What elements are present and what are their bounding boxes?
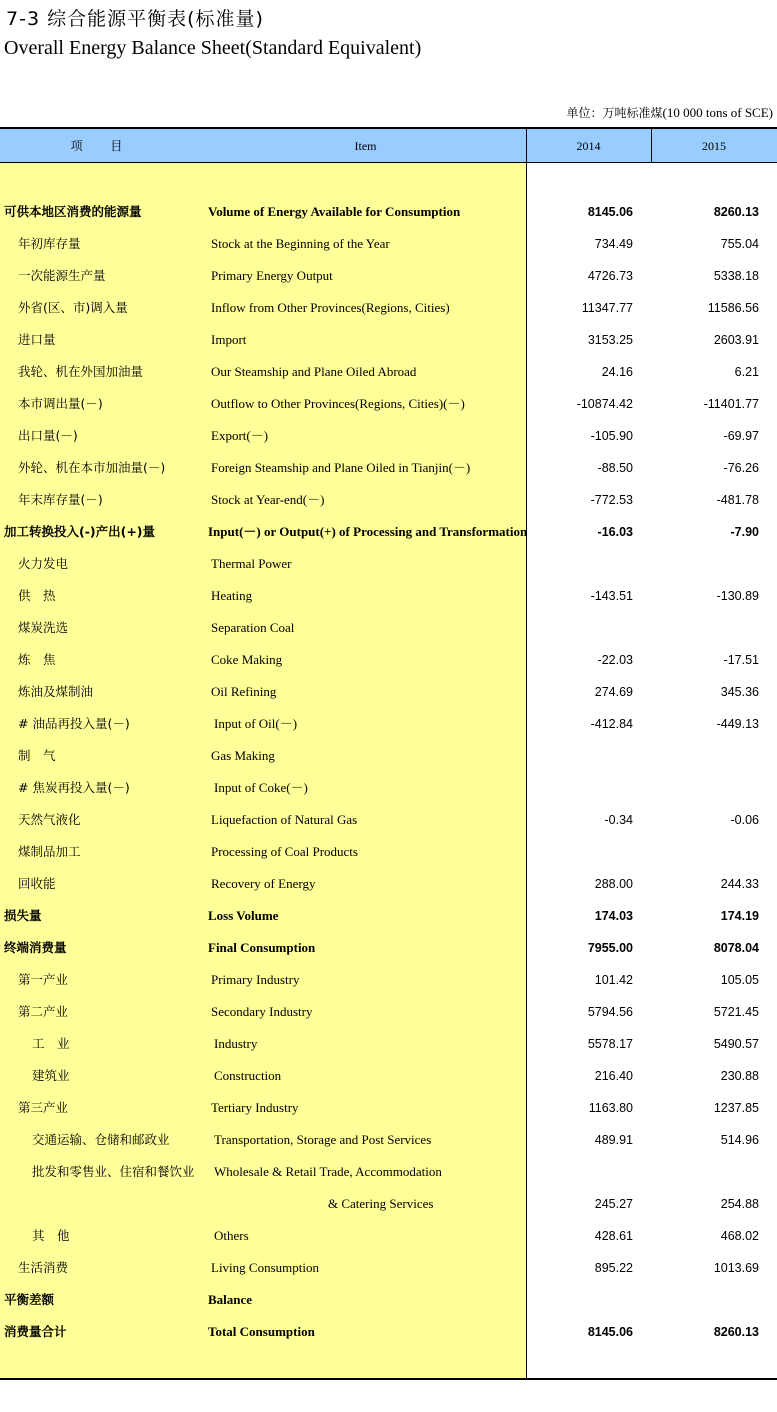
value-2015: -17.51 bbox=[723, 653, 759, 667]
value-2014: -88.50 bbox=[597, 461, 633, 475]
value-2015: 11586.56 bbox=[707, 301, 759, 315]
row-label-en: Processing of Coal Products bbox=[211, 844, 358, 859]
table-row bbox=[0, 1188, 777, 1220]
value-2015: 254.88 bbox=[720, 1197, 759, 1211]
row-label-en: Industry bbox=[214, 1036, 258, 1051]
value-2015: 8078.04 bbox=[713, 941, 759, 955]
column-divider-years bbox=[651, 127, 652, 163]
value-2014: -10874.42 bbox=[576, 397, 633, 411]
table-row bbox=[0, 1220, 777, 1252]
row-label-en: Thermal Power bbox=[211, 556, 292, 571]
table-row bbox=[0, 804, 777, 836]
value-2014: 8145.06 bbox=[587, 1325, 633, 1339]
header-item-cn: 项 目 bbox=[70, 139, 135, 153]
row-label-en: & Catering Services bbox=[328, 1196, 434, 1211]
table-row bbox=[0, 1124, 777, 1156]
row-label-en: Outflow to Other Provinces(Regions, Cities)(－) bbox=[211, 396, 465, 411]
table-row bbox=[0, 260, 777, 292]
row-label-cn: 第三产业 bbox=[18, 1100, 69, 1115]
value-2014: 7955.00 bbox=[587, 941, 633, 955]
table-row bbox=[0, 1284, 777, 1316]
value-2014: 734.49 bbox=[594, 237, 633, 251]
row-label-en: Import bbox=[211, 332, 247, 347]
table-row bbox=[0, 1252, 777, 1284]
row-label-cn: 建筑业 bbox=[32, 1068, 70, 1083]
row-label-en: Oil Refining bbox=[211, 684, 277, 699]
header-year-2014: 2014 bbox=[576, 139, 601, 153]
row-label-en: Others bbox=[214, 1228, 249, 1243]
value-2014: 174.03 bbox=[594, 909, 633, 923]
row-label-en: Separation Coal bbox=[211, 620, 295, 635]
table-bottom-rule bbox=[0, 1378, 777, 1380]
table-row bbox=[0, 452, 777, 484]
row-label-cn: 平衡差额 bbox=[4, 1292, 55, 1307]
table-row bbox=[0, 356, 777, 388]
table-row bbox=[0, 548, 777, 580]
table-row bbox=[0, 292, 777, 324]
row-label-en: Tertiary Industry bbox=[211, 1100, 299, 1115]
row-label-en: Gas Making bbox=[211, 748, 275, 763]
row-label-cn: 供 热 bbox=[18, 588, 56, 603]
row-label-en: Stock at the Beginning of the Year bbox=[211, 236, 390, 251]
value-2015: -69.97 bbox=[723, 429, 759, 443]
row-label-cn: 制 气 bbox=[18, 748, 56, 763]
value-2014: -0.34 bbox=[604, 813, 633, 827]
row-label-en: Volume of Energy Available for Consumption bbox=[208, 204, 461, 219]
row-label-en: Input(－) or Output(+) of Processing and Transformation bbox=[208, 524, 528, 539]
table-row bbox=[0, 740, 777, 772]
value-2015: -0.06 bbox=[730, 813, 759, 827]
value-2015: 5721.45 bbox=[713, 1005, 759, 1019]
value-2015: 5490.57 bbox=[713, 1037, 759, 1051]
row-label-cn: 我轮、机在外国加油量 bbox=[18, 364, 144, 379]
unit-label-en: (10 000 tons of SCE) bbox=[662, 105, 773, 120]
value-2014: -772.53 bbox=[590, 493, 633, 507]
value-2015: 105.05 bbox=[720, 973, 759, 987]
table-row bbox=[0, 676, 777, 708]
table-row bbox=[0, 580, 777, 612]
header-item-en: Item bbox=[354, 139, 377, 153]
page-title-en: Overall Energy Balance Sheet(Standard Equivalent) bbox=[4, 37, 422, 59]
row-label-cn: 损失量 bbox=[4, 908, 42, 923]
value-2015: 468.02 bbox=[720, 1229, 759, 1243]
unit-label bbox=[566, 104, 773, 121]
value-2015: -7.90 bbox=[730, 525, 759, 539]
value-2014: 4726.73 bbox=[587, 269, 633, 283]
value-2014: 5578.17 bbox=[587, 1037, 633, 1051]
value-2015: -11401.77 bbox=[703, 397, 759, 411]
table-row bbox=[0, 420, 777, 452]
row-label-cn: 外省(区、市)调入量 bbox=[18, 300, 128, 315]
value-2015: 1013.69 bbox=[713, 1261, 759, 1275]
value-2014: -143.51 bbox=[590, 589, 633, 603]
row-label-cn: 加工转换投入(-)产出(+)量 bbox=[4, 524, 156, 539]
table-row bbox=[0, 1156, 777, 1188]
row-label-cn: 炼油及煤制油 bbox=[18, 684, 94, 699]
row-label-en: Heating bbox=[211, 588, 253, 603]
row-label-cn: 工 业 bbox=[32, 1036, 70, 1051]
value-2014: 274.69 bbox=[594, 685, 633, 699]
row-label-en: Secondary Industry bbox=[211, 1004, 313, 1019]
row-label-cn: 进口量 bbox=[18, 332, 56, 347]
value-2015: 755.04 bbox=[720, 237, 759, 251]
value-2015: 2603.91 bbox=[713, 333, 759, 347]
row-label-en: Our Steamship and Plane Oiled Abroad bbox=[211, 364, 417, 379]
value-2014: -22.03 bbox=[597, 653, 633, 667]
table-row bbox=[0, 836, 777, 868]
value-2015: -449.13 bbox=[716, 717, 759, 731]
value-2014: 428.61 bbox=[594, 1229, 633, 1243]
value-2015: 1237.85 bbox=[713, 1101, 759, 1115]
row-label-en: Living Consumption bbox=[211, 1260, 319, 1275]
row-label-en: Stock at Year-end(－) bbox=[211, 492, 325, 507]
value-2014: 245.27 bbox=[594, 1197, 633, 1211]
row-label-en: Construction bbox=[214, 1068, 282, 1083]
table-row bbox=[0, 996, 777, 1028]
row-label-en: Primary Industry bbox=[211, 972, 300, 987]
row-label-en: Foreign Steamship and Plane Oiled in Tianjin(－) bbox=[211, 460, 471, 475]
header-year-2015: 2015 bbox=[702, 139, 726, 153]
value-2014: -105.90 bbox=[590, 429, 633, 443]
row-label-cn: 炼 焦 bbox=[18, 652, 56, 667]
row-label-cn: 回收能 bbox=[18, 876, 56, 891]
row-label-en: Liquefaction of Natural Gas bbox=[211, 812, 358, 827]
row-label-en: Balance bbox=[208, 1292, 253, 1307]
row-label-cn: 一次能源生产量 bbox=[18, 268, 106, 283]
row-label-cn: 批发和零售业、住宿和餐饮业 bbox=[32, 1164, 195, 1179]
table-row bbox=[0, 644, 777, 676]
row-label-en: Input of Oil(－) bbox=[214, 716, 298, 731]
value-2014: -16.03 bbox=[597, 525, 633, 539]
value-2014: 101.42 bbox=[594, 973, 633, 987]
energy-balance-table bbox=[0, 127, 777, 1380]
row-label-cn: 年末库存量(－) bbox=[18, 492, 103, 507]
value-2014: -412.84 bbox=[590, 717, 633, 731]
row-label-en: Export(－) bbox=[211, 428, 269, 443]
table-row bbox=[0, 868, 777, 900]
table-row bbox=[0, 708, 777, 740]
row-label-cn: 本市调出量(－) bbox=[18, 396, 103, 411]
row-label-cn: 终端消费量 bbox=[4, 940, 67, 955]
value-2014: 5794.56 bbox=[587, 1005, 633, 1019]
unit-label-cn: 单位：万吨标准煤 bbox=[566, 106, 663, 120]
value-2015: 8260.13 bbox=[713, 1325, 759, 1339]
value-2015: 514.96 bbox=[720, 1133, 759, 1147]
row-label-cn: 可供本地区消费的能源量 bbox=[4, 204, 142, 219]
row-label-en: Loss Volume bbox=[208, 908, 279, 923]
row-label-en: Primary Energy Output bbox=[211, 268, 333, 283]
value-2015: 230.88 bbox=[720, 1069, 759, 1083]
row-label-cn: 外轮、机在本市加油量(－) bbox=[18, 460, 166, 475]
value-2014: 11347.77 bbox=[581, 301, 633, 315]
row-label-en: Recovery of Energy bbox=[211, 876, 316, 891]
row-label-cn: 煤炭洗选 bbox=[18, 620, 69, 635]
table-row bbox=[0, 484, 777, 516]
value-2014: 8145.06 bbox=[587, 205, 633, 219]
value-2015: -130.89 bbox=[716, 589, 759, 603]
value-2015: -481.78 bbox=[716, 493, 759, 507]
table-row bbox=[0, 1060, 777, 1092]
value-2014: 1163.80 bbox=[588, 1101, 633, 1115]
value-2015: 345.36 bbox=[720, 685, 759, 699]
value-2015: 8260.13 bbox=[713, 205, 759, 219]
page-title-cn: 7-3 综合能源平衡表(标准量) bbox=[6, 8, 264, 30]
row-label-cn: 天然气液化 bbox=[18, 812, 81, 827]
value-2015: 6.21 bbox=[734, 365, 759, 379]
row-label-en: Wholesale & Retail Trade, Accommodation bbox=[214, 1164, 442, 1179]
table-row bbox=[0, 388, 777, 420]
value-2015: 174.19 bbox=[720, 909, 759, 923]
row-label-cn: 生活消费 bbox=[18, 1260, 69, 1275]
row-label-cn: 煤制品加工 bbox=[18, 844, 81, 859]
table-row bbox=[0, 1028, 777, 1060]
table-header bbox=[0, 127, 777, 163]
value-2015: 5338.18 bbox=[713, 269, 759, 283]
row-label-cn: 消费量合计 bbox=[4, 1324, 67, 1339]
row-label-en: Final Consumption bbox=[208, 940, 316, 955]
row-label-cn: # 焦炭再投入量(－) bbox=[18, 780, 130, 795]
value-2014: 24.16 bbox=[601, 365, 633, 379]
value-2014: 216.40 bbox=[594, 1069, 633, 1083]
table-row bbox=[0, 1092, 777, 1124]
row-label-cn: 年初库存量 bbox=[18, 236, 81, 251]
row-label-en: Total Consumption bbox=[208, 1324, 315, 1339]
row-label-cn: 第一产业 bbox=[18, 972, 69, 987]
row-label-cn: # 油品再投入量(－) bbox=[18, 716, 130, 731]
value-2014: 895.22 bbox=[594, 1261, 633, 1275]
table-row bbox=[0, 772, 777, 804]
row-label-cn: 出口量(－) bbox=[18, 428, 78, 443]
row-label-cn: 交通运输、仓储和邮政业 bbox=[32, 1132, 170, 1147]
table-body bbox=[0, 196, 777, 1348]
table-row bbox=[0, 516, 777, 548]
row-label-cn: 其 他 bbox=[32, 1228, 70, 1243]
table-row bbox=[0, 964, 777, 996]
row-label-en: Transportation, Storage and Post Services bbox=[214, 1132, 432, 1147]
row-label-cn: 第二产业 bbox=[18, 1004, 69, 1019]
table-row bbox=[0, 932, 777, 964]
row-label-cn: 火力发电 bbox=[18, 556, 69, 571]
table-row bbox=[0, 1316, 777, 1348]
value-2014: 489.91 bbox=[594, 1133, 633, 1147]
value-2014: 3153.25 bbox=[587, 333, 633, 347]
table-row bbox=[0, 324, 777, 356]
row-label-en: Input of Coke(－) bbox=[214, 780, 308, 795]
row-label-en: Coke Making bbox=[211, 652, 283, 667]
row-label-en: Inflow from Other Provinces(Regions, Cities) bbox=[211, 300, 450, 315]
table-row bbox=[0, 900, 777, 932]
value-2014: 288.00 bbox=[594, 877, 633, 891]
table-row bbox=[0, 228, 777, 260]
table-row bbox=[0, 612, 777, 644]
table-row bbox=[0, 196, 777, 228]
value-2015: -76.26 bbox=[723, 461, 759, 475]
value-2015: 244.33 bbox=[720, 877, 759, 891]
